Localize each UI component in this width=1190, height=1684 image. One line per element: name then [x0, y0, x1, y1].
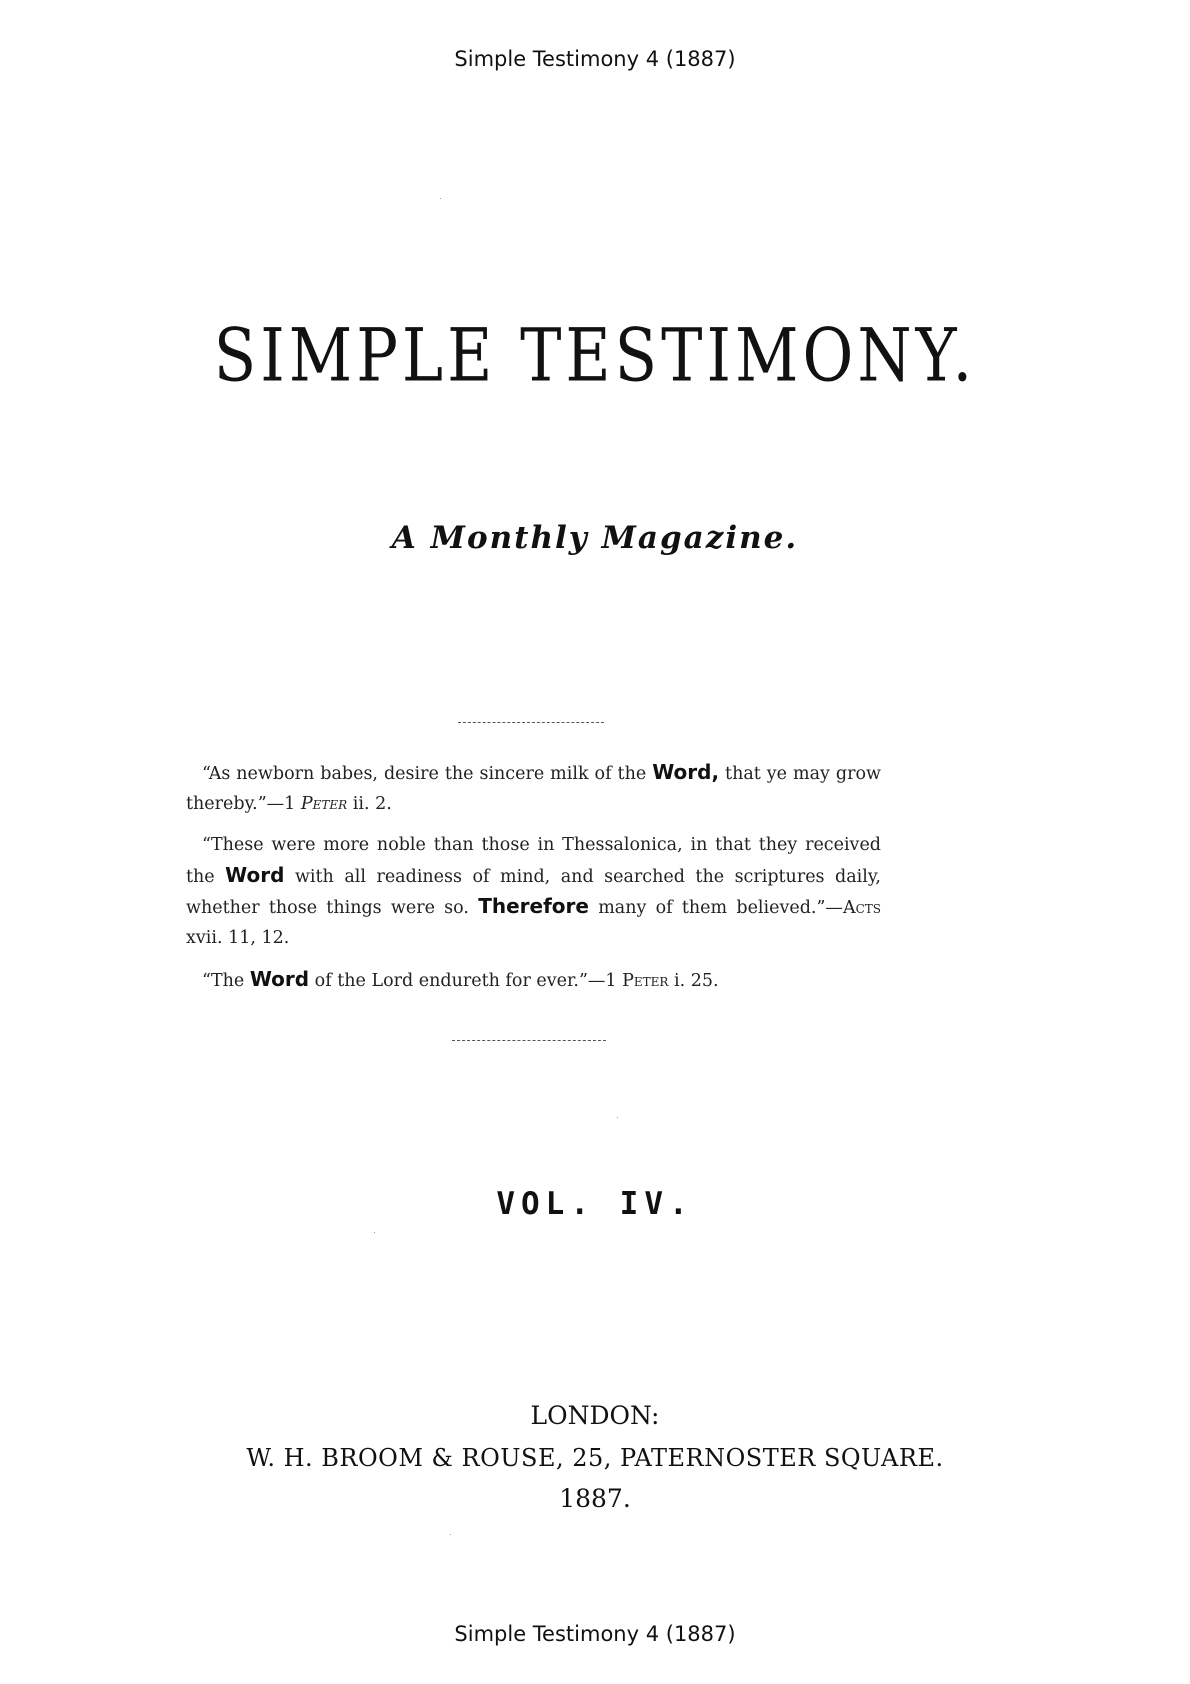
quote-3-text-a: “The [202, 971, 250, 991]
quote-1 [186, 758, 881, 819]
print-speck [374, 1232, 375, 1233]
epigraph-quotes [186, 758, 881, 1009]
quote-2-emphasis-2: Therefore [478, 894, 589, 918]
imprint-city: LONDON: [530, 1401, 660, 1430]
quote-2-text-b: with all readiness of mind, and searched the scriptures daily, whether those things were so. [186, 866, 881, 918]
print-speck [450, 1534, 451, 1535]
quote-1-reference-verse: ii. 2. [347, 793, 392, 814]
quote-3 [186, 965, 881, 997]
volume-label: VOL. IV. [496, 1186, 694, 1222]
print-speck [440, 198, 441, 199]
quote-2-emphasis: Word [225, 862, 285, 887]
quote-1-emphasis: Word, [652, 760, 720, 784]
imprint-publisher: W. H. BROOM & ROUSE, 25, PATERNOSTER SQUARE. [246, 1444, 944, 1472]
quote-1-text-b: that ye may grow thereby.”—1 [186, 764, 882, 814]
quote-2-text-c: many of them believed.”— [588, 898, 843, 918]
quote-3-emphasis: Word [249, 967, 310, 991]
page-title: SIMPLE TESTIMONY. [213, 312, 977, 399]
quote-2-reference-book: Acts [842, 898, 881, 918]
imprint-year: 1887. [559, 1484, 631, 1513]
quote-1-text-a: “As newborn babes, desire the sincere milk of the [202, 764, 653, 784]
quote-3-text-b: of the Lord endureth for ever.”—1 [309, 971, 623, 991]
quote-2-reference-verse: xvii. 11, 12. [186, 927, 290, 948]
quote-1-reference-book: Peter [300, 793, 348, 814]
page-footer: Simple Testimony 4 (1887) [454, 1622, 736, 1646]
quote-3-reference-verse: i. 25. [668, 971, 719, 991]
quote-2-text-a: “These were more noble than those in Thessalonica, in that they received the [186, 835, 881, 887]
quote-3-reference-book: Peter [622, 971, 669, 991]
page-subtitle: A Monthly Magazine. [391, 520, 799, 556]
print-speck [617, 1117, 618, 1118]
bottom-divider [452, 1040, 606, 1041]
quote-2 [186, 831, 881, 953]
top-divider [458, 722, 604, 723]
page-header: Simple Testimony 4 (1887) [454, 47, 736, 71]
